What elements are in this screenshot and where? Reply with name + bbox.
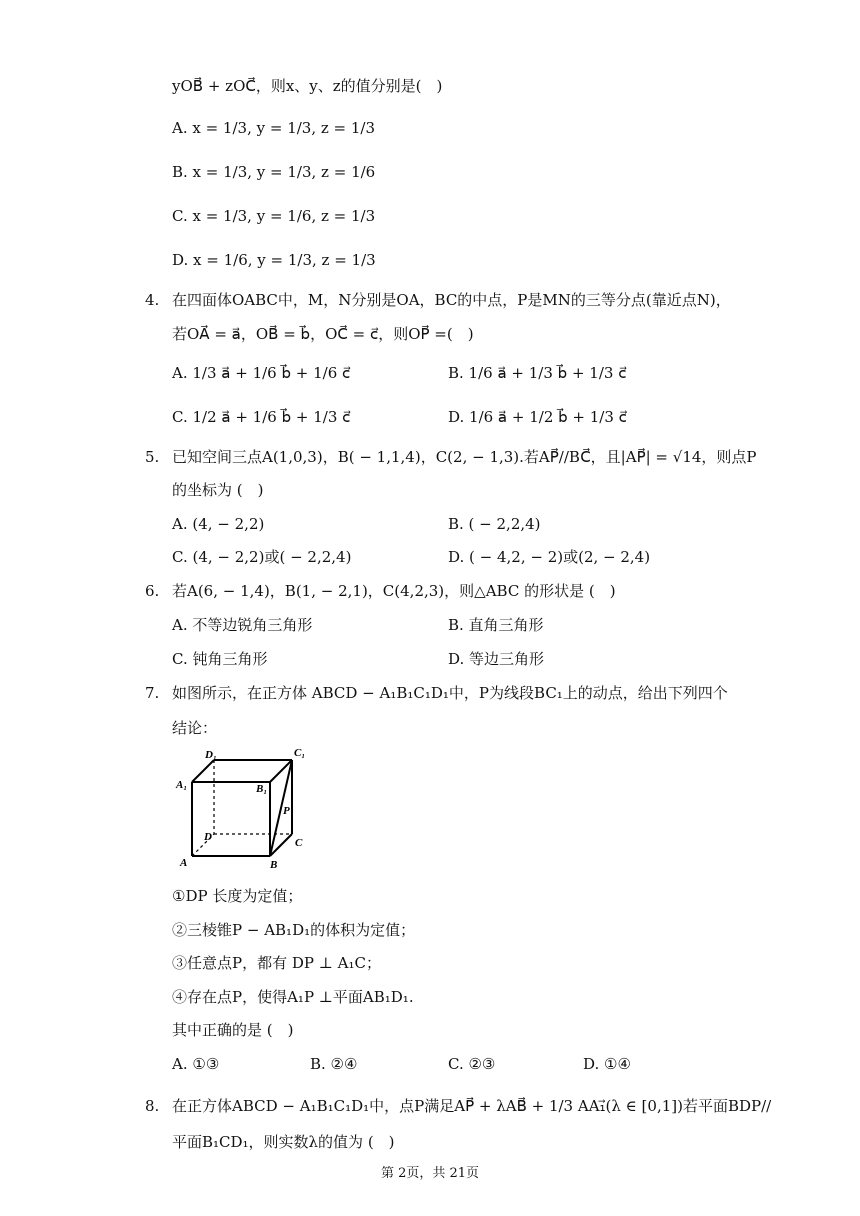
q4-option-b: B. 1/6 a⃗ + 1/3 b⃗ + 1/3 c⃗: [448, 364, 627, 382]
q5-stem-line2: 的坐标为 ( ): [172, 481, 264, 499]
label-p: P: [283, 805, 290, 817]
q7-statement-1: ①DP 长度为定值；: [172, 887, 303, 905]
q4-stem-line2: 若OA⃗ = a⃗，OB⃗ = b⃗，OC⃗ = c⃗，则OP⃗ =( ): [172, 325, 474, 343]
label-a: A: [180, 857, 188, 869]
q7-ask: 其中正确的是 ( ): [172, 1021, 294, 1039]
q6-number: 6.: [145, 582, 160, 600]
label-d: D: [204, 831, 212, 843]
q4-option-c: C. 1/2 a⃗ + 1/6 b⃗ + 1/3 c⃗: [172, 408, 351, 426]
q7-option-c: C. ②③: [448, 1055, 496, 1073]
label-a1: A₁: [176, 779, 188, 791]
q3-option-d: D. x = 1/6, y = 1/3, z = 1/3: [172, 251, 376, 269]
q6-stem: 若A(6, − 1,4)，B(1, − 2,1)，C(4,2,3)，则△ABC 的形状是 ( ): [172, 582, 616, 600]
q7-option-b: B. ②④: [310, 1055, 358, 1073]
q7-option-d: D. ①④: [583, 1055, 631, 1073]
q8-stem-line1: 在正方体ABCD − A₁B₁C₁D₁中，点P满足AP⃗ + λAB⃗ + 1/3 AA₁⃗(λ ∈ [0,1])若平面BDP//: [172, 1097, 772, 1115]
q7-statement-4: ④存在点P，使得A₁P ⊥平面AB₁D₁.: [172, 988, 414, 1006]
q4-number: 4.: [145, 291, 160, 309]
q7-statement-3: ③任意点P，都有 DP ⊥ A₁C；: [172, 954, 381, 972]
q7-stem-line1: 如图所示，在正方体 ABCD − A₁B₁C₁D₁中，P为线段BC₁上的动点，给出下列四个: [172, 684, 728, 702]
q4-option-d: D. 1/6 a⃗ + 1/2 b⃗ + 1/3 c⃗: [448, 408, 627, 426]
q7-option-a: A. ①③: [172, 1055, 220, 1073]
q7-statement-2: ②三棱锥P − AB₁D₁的体积为定值；: [172, 921, 416, 939]
label-b: B: [270, 859, 278, 870]
q5-option-b: B. ( − 2,2,4): [448, 515, 541, 533]
q8-stem-line2: 平面B₁CD₁，则实数λ的值为 ( ): [172, 1133, 395, 1151]
q3-option-c: C. x = 1/3, y = 1/6, z = 1/3: [172, 207, 376, 225]
page-footer: 第 2页，共 21页: [380, 1166, 480, 1181]
q5-number: 5.: [145, 448, 160, 466]
q6-option-a: A. 不等边锐角三角形: [172, 616, 313, 634]
label-b1: B₁: [256, 783, 268, 795]
q5-option-a: A. (4, − 2,2): [172, 515, 265, 533]
q7-number: 7.: [145, 684, 160, 702]
label-c: C: [295, 837, 303, 849]
q8-number: 8.: [145, 1097, 160, 1115]
q7-stem-line2: 结论：: [172, 719, 218, 737]
label-c1: C₁: [294, 747, 306, 759]
q4-stem-line1: 在四面体OABC中，M，N分别是OA，BC的中点，P是MN的三等分点(靠近点N)，: [172, 291, 731, 309]
q6-option-c: C. 钝角三角形: [172, 650, 268, 668]
cube-figure: [172, 744, 312, 870]
q5-option-d: D. ( − 4,2, − 2)或(2, − 2,4): [448, 548, 651, 566]
label-d1: D₁: [205, 749, 217, 761]
q3-option-a: A. x = 1/3, y = 1/3, z = 1/3: [172, 119, 376, 137]
q5-option-c: C. (4, − 2,2)或( − 2,2,4): [172, 548, 352, 566]
q6-option-b: B. 直角三角形: [448, 616, 544, 634]
q3-option-b: B. x = 1/3, y = 1/3, z = 1/6: [172, 163, 376, 181]
q3-stem-tail: yOB⃗ + zOC⃗，则x、y、z的值分别是( ): [172, 77, 443, 95]
q6-option-d: D. 等边三角形: [448, 650, 545, 668]
q5-stem-line1: 已知空间三点A(1,0,3)，B( − 1,1,4)，C(2, − 1,3).若AP⃗//BC⃗，且|AP⃗| = √14，则点P: [172, 448, 757, 466]
q4-option-a: A. 1/3 a⃗ + 1/6 b⃗ + 1/6 c⃗: [172, 364, 351, 382]
